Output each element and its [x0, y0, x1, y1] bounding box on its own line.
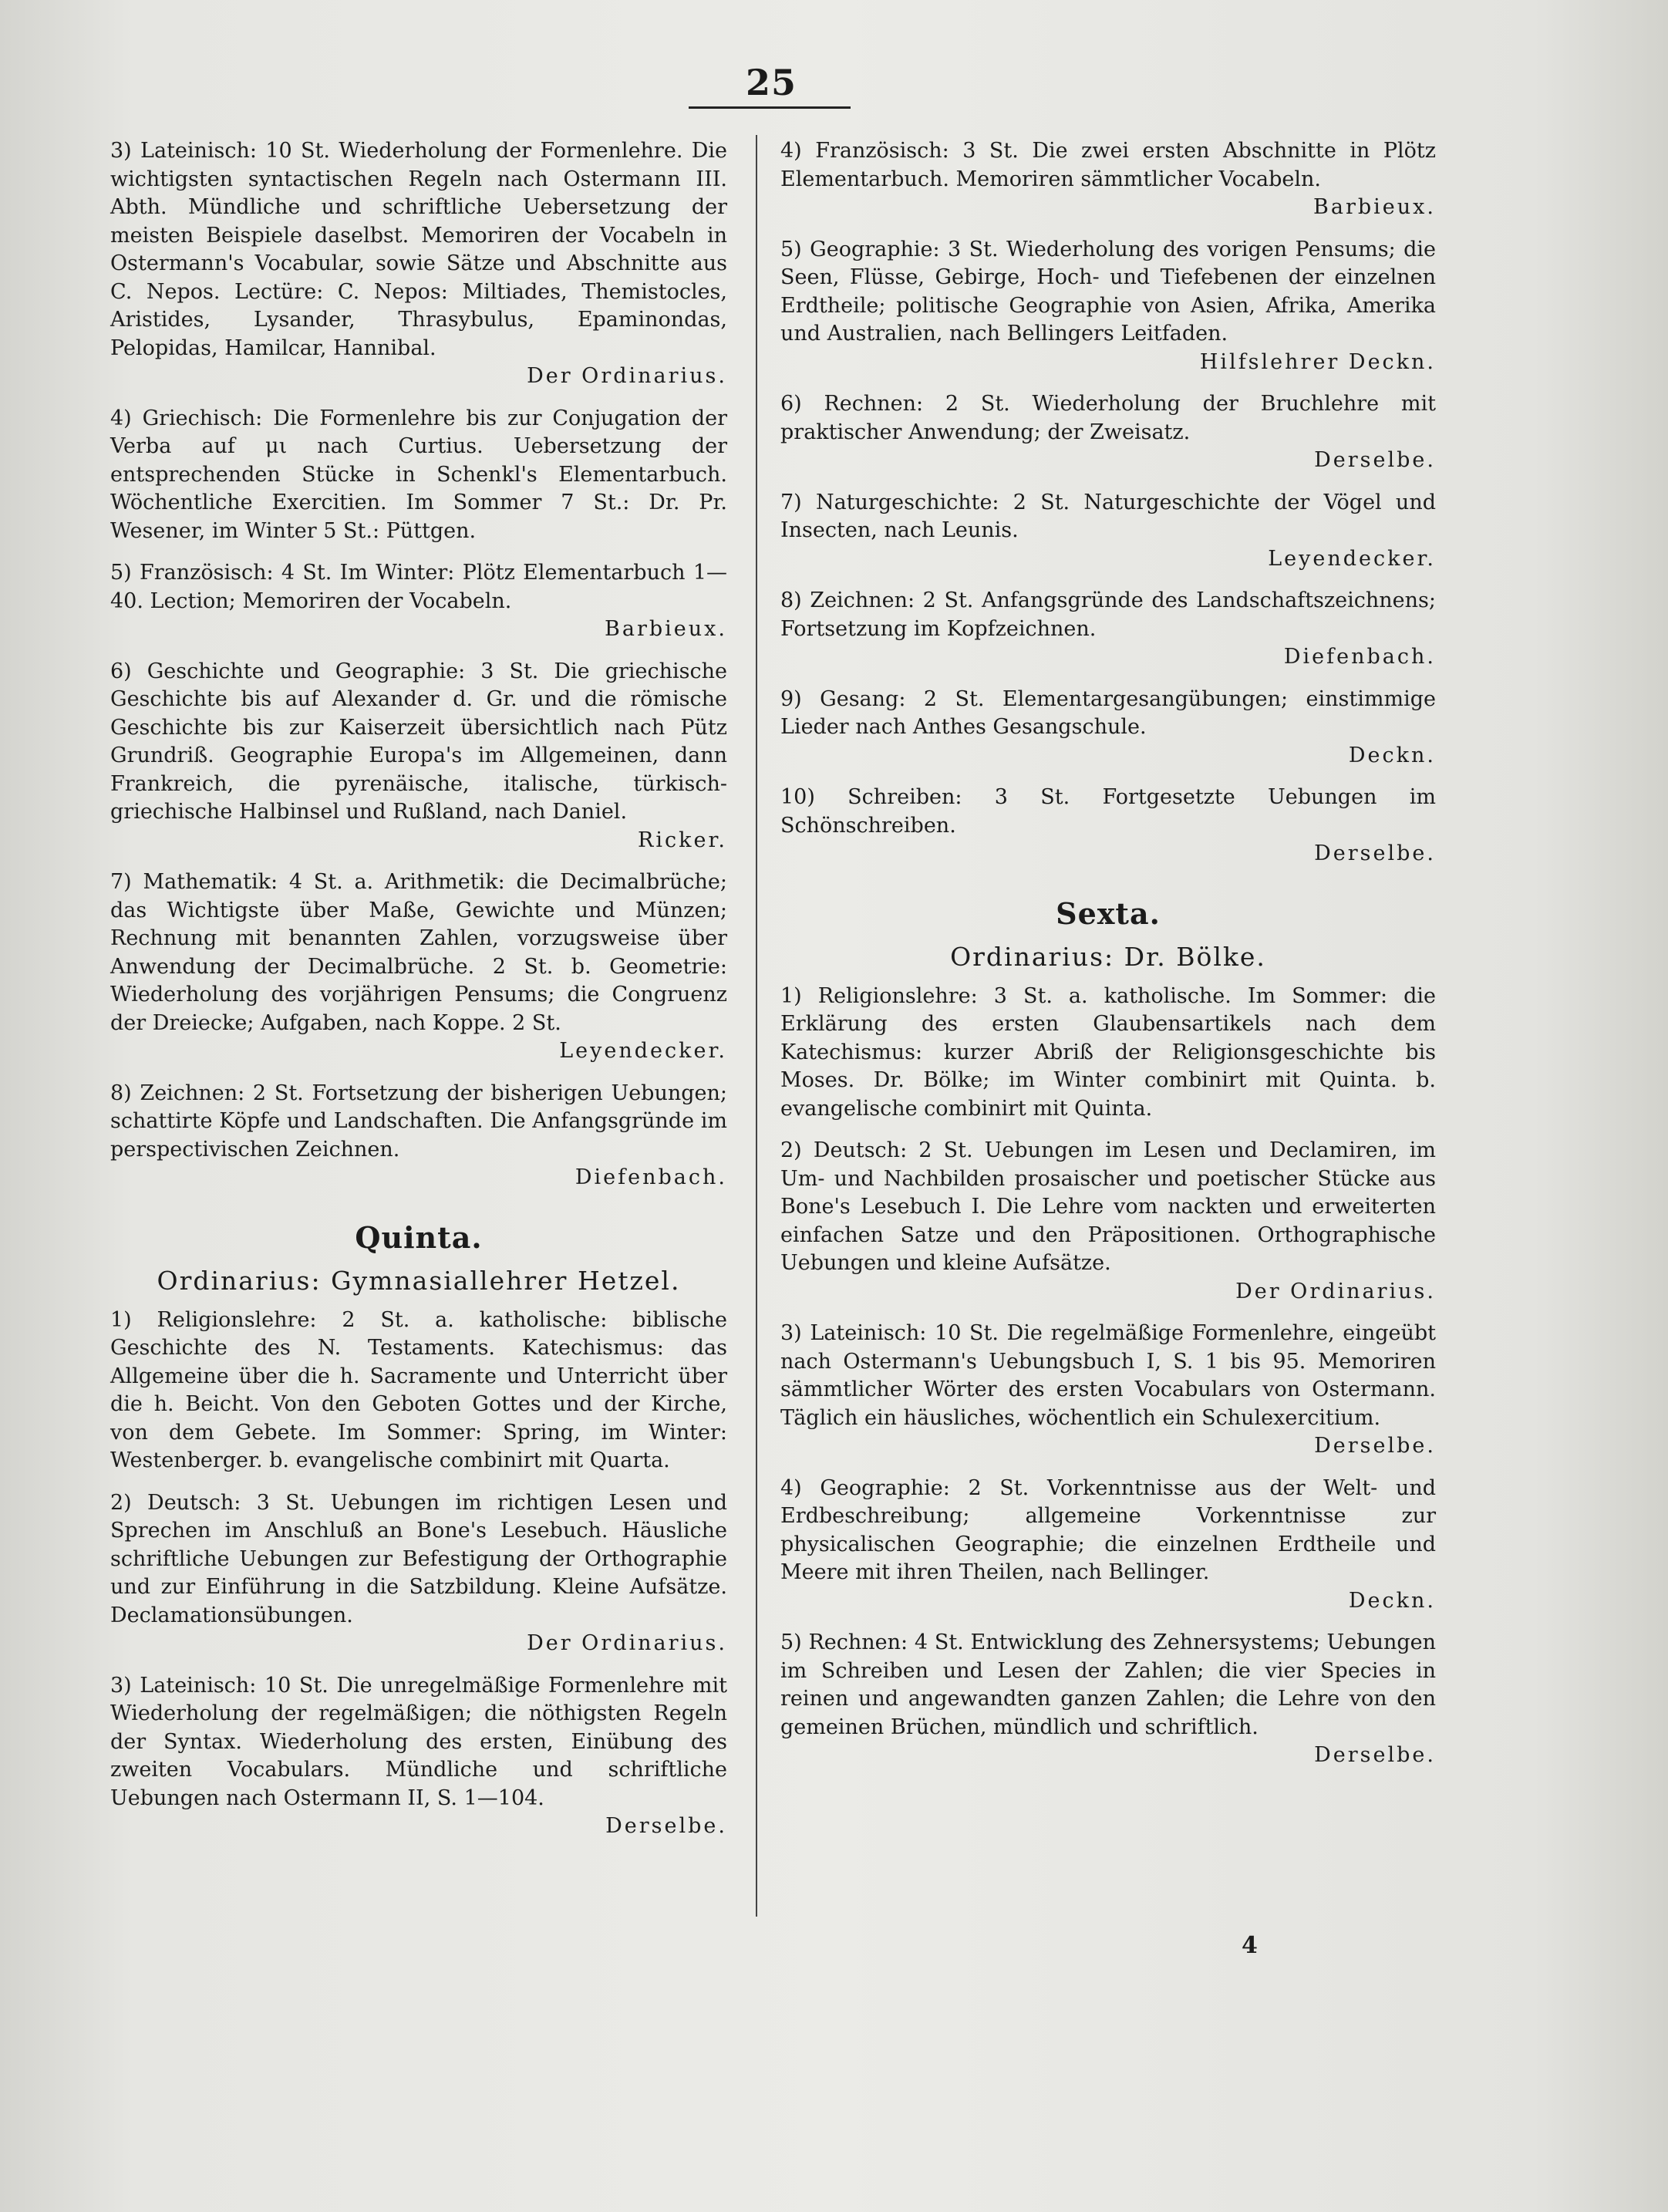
paragraph	[780, 1137, 1436, 1278]
paragraph-text: 6) Rechnen: 2 St. Wiederholung der Bruchlehre mit praktischer Anwendung; der Zweisatz.	[780, 392, 1436, 444]
right-column-items	[780, 137, 1436, 868]
left-column-items	[110, 137, 727, 1192]
paragraph-text: 4) Französisch: 3 St. Die zwei ersten Abschnitte in Plötz Elementarbuch. Memoriren sämmtlicher Vocabeln.	[780, 139, 1436, 191]
paragraph-text: 3) Lateinisch: 10 St. Die regelmäßige Formenlehre, eingeübt nach Ostermann's Uebungsbuch I, S. 1 bis 95. Memoriren sämmtlicher Wörter des ersten Vocabulars von Ostermann. Täglich ein häusliches, wöchentlich ein Schulexercitium.	[780, 1321, 1436, 1430]
paragraph-text: 1) Religionslehre: 2 St. a. katholische: biblische Geschichte des N. Testaments. Katechismus: das Allgemeine über die h. Sacramente und Unterricht über die h. Beicht. Von den Geboten Gottes und der Kirche, von dem Gebete. Im Sommer: Spring, im Winter: Westenberger. b. evangelische combinirt mit Quarta.	[110, 1307, 727, 1472]
sexta-items	[780, 983, 1436, 1770]
paragraph	[780, 137, 1436, 194]
paragraph	[780, 1629, 1436, 1742]
teacher-signature: Diefenbach.	[1283, 645, 1436, 669]
paragraph-text: 5) Rechnen: 4 St. Entwicklung des Zehnersystems; Uebungen im Schreiben und Lesen der Zahlen; die vier Species in reinen und angewandten ganzen Zahlen; die Lehre von den gemeinen Brüchen, mündlich und schriftlich.	[780, 1630, 1436, 1739]
right-column	[780, 137, 1436, 1784]
paragraph-text: 1) Religionslehre: 3 St. a. katholische. Im Sommer: die Erklärung des ersten Glaubensartikels nach dem Katechismus: kurzer Abriß der Religionsgeschichte bis Moses. Dr. Bölke; im Winter combinirt mit Quinta. b. evangelische combinirt mit Quinta.	[780, 983, 1436, 1121]
left-column	[110, 137, 727, 1855]
paragraph	[110, 1080, 727, 1165]
paragraph-text: 10) Schreiben: 3 St. Fortgesetzte Uebungen im Schönschreiben.	[780, 785, 1436, 838]
teacher-signature: Leyendecker.	[1268, 546, 1436, 571]
paragraph	[780, 1475, 1436, 1587]
paragraph-text: 8) Zeichnen: 2 St. Anfangsgründe des Landschaftszeichnens; Fortsetzung im Kopfzeichnen.	[780, 588, 1436, 641]
paragraph	[110, 137, 727, 362]
paragraph-text: 2) Deutsch: 3 St. Uebungen im richtigen Lesen und Sprechen im Anschluß an Bone's Lesebuch. Häusliche schriftliche Uebungen zur Befestigung der Orthographie und zur Einführung in die Satzbildung. Kleine Aufsätze. Declamationsübungen.	[110, 1490, 727, 1627]
paragraph-text: 3) Lateinisch: 10 St. Wiederholung der Formenlehre. Die wichtigsten syntactischen Regeln nach Ostermann III. Abth. Mündliche und schriftliche Uebersetzung der meisten Beispiele daselbst. Memoriren der Vocabeln in Ostermann's Vocabular, sowie Sätze und Abschnitte aus C. Nepos. Lectüre: C. Nepos: Miltiades, Themistocles, Aristides, Lysander, Thrasybulus, Epaminondas, Pelopidas, Hamilcar, Hannibal.	[110, 139, 727, 360]
paragraph-text: 4) Griechisch: Die Formenlehre bis zur Conjugation der Verba auf μι nach Curtius. Uebersetzung der entsprechenden Stücke in Schenkl's Elementarbuch. Wöchentliche Exercitien. Im Sommer 7 St.: Dr. Pr. Wesener, im Winter 5 St.: Püttgen.	[110, 406, 727, 543]
sexta-heading: Sexta.	[1056, 895, 1161, 931]
page-number-rule	[689, 106, 851, 109]
teacher-signature: Derselbe.	[1314, 448, 1436, 472]
teacher-signature: Deckn.	[1348, 1588, 1436, 1613]
paragraph-text: 3) Lateinisch: 10 St. Die unregelmäßige Formenlehre mit Wiederholung der regelmäßigen; die nöthigsten Regeln der Syntax. Wiederholung des ersten, Einübung des zweiten Vocabulars. Mündliche und schriftliche Uebungen nach Ostermann II, S. 1—104.	[110, 1673, 727, 1810]
teacher-signature: Hilfslehrer Deckn.	[1199, 349, 1436, 374]
page-number: 25	[745, 62, 797, 103]
paragraph	[780, 489, 1436, 545]
paragraph-text: 2) Deutsch: 2 St. Uebungen im Lesen und Declamiren, im Um- und Nachbilden prosaischer und poetischer Stücke aus Bone's Lesebuch I. Die Lehre vom nackten und erweiterten einfachen Satze und den Präpositionen. Orthographische Uebungen und kleine Aufsätze.	[780, 1138, 1436, 1275]
teacher-signature: Derselbe.	[1314, 841, 1436, 865]
teacher-signature: Derselbe.	[1314, 1743, 1436, 1767]
teacher-signature: Deckn.	[1348, 743, 1436, 767]
paragraph	[780, 236, 1436, 349]
teacher-signature: Barbieux.	[605, 617, 727, 641]
quinta-items	[110, 1307, 727, 1841]
paragraph	[110, 658, 727, 827]
paragraph-text: 6) Geschichte und Geographie: 3 St. Die griechische Geschichte bis auf Alexander d. Gr. und die römische Geschichte bis zur Kaiserzeit übersichtlich nach Pütz Grundriß. Geographie Europa's im Allgemeinen, dann Frankreich, die pyrenäische, italische, türkisch-griechische Halbinsel und Rußland, nach Daniel.	[110, 659, 727, 824]
teacher-signature: Leyendecker.	[559, 1039, 727, 1063]
paragraph	[110, 868, 727, 1037]
teacher-signature: Diefenbach.	[575, 1165, 727, 1189]
signature-number: 4	[1242, 1932, 1258, 1959]
paragraph	[110, 559, 727, 615]
paragraph	[780, 390, 1436, 447]
teacher-signature: Ricker.	[638, 828, 727, 852]
paragraph	[110, 1672, 727, 1813]
sexta-subheading: Ordinarius: Dr. Bölke.	[950, 941, 1266, 972]
column-divider	[756, 135, 757, 1917]
teacher-signature: Der Ordinarius.	[1235, 1279, 1436, 1303]
paragraph-text: 7) Naturgeschichte: 2 St. Naturgeschichte der Vögel und Insecten, nach Leunis.	[780, 490, 1436, 542]
paragraph	[780, 686, 1436, 742]
quinta-heading: Quinta.	[355, 1219, 483, 1255]
paragraph	[110, 1489, 727, 1630]
paragraph-text: 7) Mathematik: 4 St. a. Arithmetik: die Decimalbrüche; das Wichtigste über Maße, Gewichte und Münzen; Rechnung mit benannten Zahlen, vorzugsweise über Anwendung der Decimalbrüche. 2 St. b. Geometrie: Wiederholung des vorjährigen Pensums; die Congruenz der Dreiecke; Aufgaben, nach Koppe. 2 St.	[110, 870, 727, 1035]
paragraph	[780, 587, 1436, 643]
paragraph-text: 5) Geographie: 3 St. Wiederholung des vorigen Pensums; die Seen, Flüsse, Gebirge, Hoch- und Tiefebenen der einzelnen Erdtheile; politische Geographie von Asien, Afrika, Amerika und Australien, nach Bellingers Leitfaden.	[780, 237, 1436, 346]
teacher-signature: Derselbe.	[605, 1814, 727, 1838]
teacher-signature: Barbieux.	[1313, 195, 1436, 219]
teacher-signature: Der Ordinarius.	[527, 364, 727, 388]
teacher-signature: Der Ordinarius.	[527, 1631, 727, 1655]
quinta-subheading: Ordinarius: Gymnasiallehrer Hetzel.	[157, 1265, 681, 1296]
paragraph	[780, 1320, 1436, 1432]
paragraph	[780, 983, 1436, 1124]
teacher-signature: Derselbe.	[1314, 1434, 1436, 1458]
paragraph	[110, 1307, 727, 1475]
paragraph	[110, 405, 727, 546]
paragraph-text: 4) Geographie: 2 St. Vorkenntnisse aus der Welt- und Erdbeschreibung; allgemeine Vorkenntnisse zur physicalischen Geographie; die einzelnen Erdtheile und Meere mit ihren Theilen, nach Bellinger.	[780, 1475, 1436, 1584]
paragraph-text: 9) Gesang: 2 St. Elementargesangübungen; einstimmige Lieder nach Anthes Gesangschule.	[780, 686, 1436, 739]
paragraph-text: 8) Zeichnen: 2 St. Fortsetzung der bisherigen Uebungen; schattirte Köpfe und Landschaften. Die Anfangsgründe im perspectivischen Zeichnen.	[110, 1081, 727, 1162]
paragraph-text: 5) Französisch: 4 St. Im Winter: Plötz Elementarbuch 1—40. Lection; Memoriren der Vocabeln.	[110, 561, 727, 613]
paragraph	[780, 784, 1436, 840]
